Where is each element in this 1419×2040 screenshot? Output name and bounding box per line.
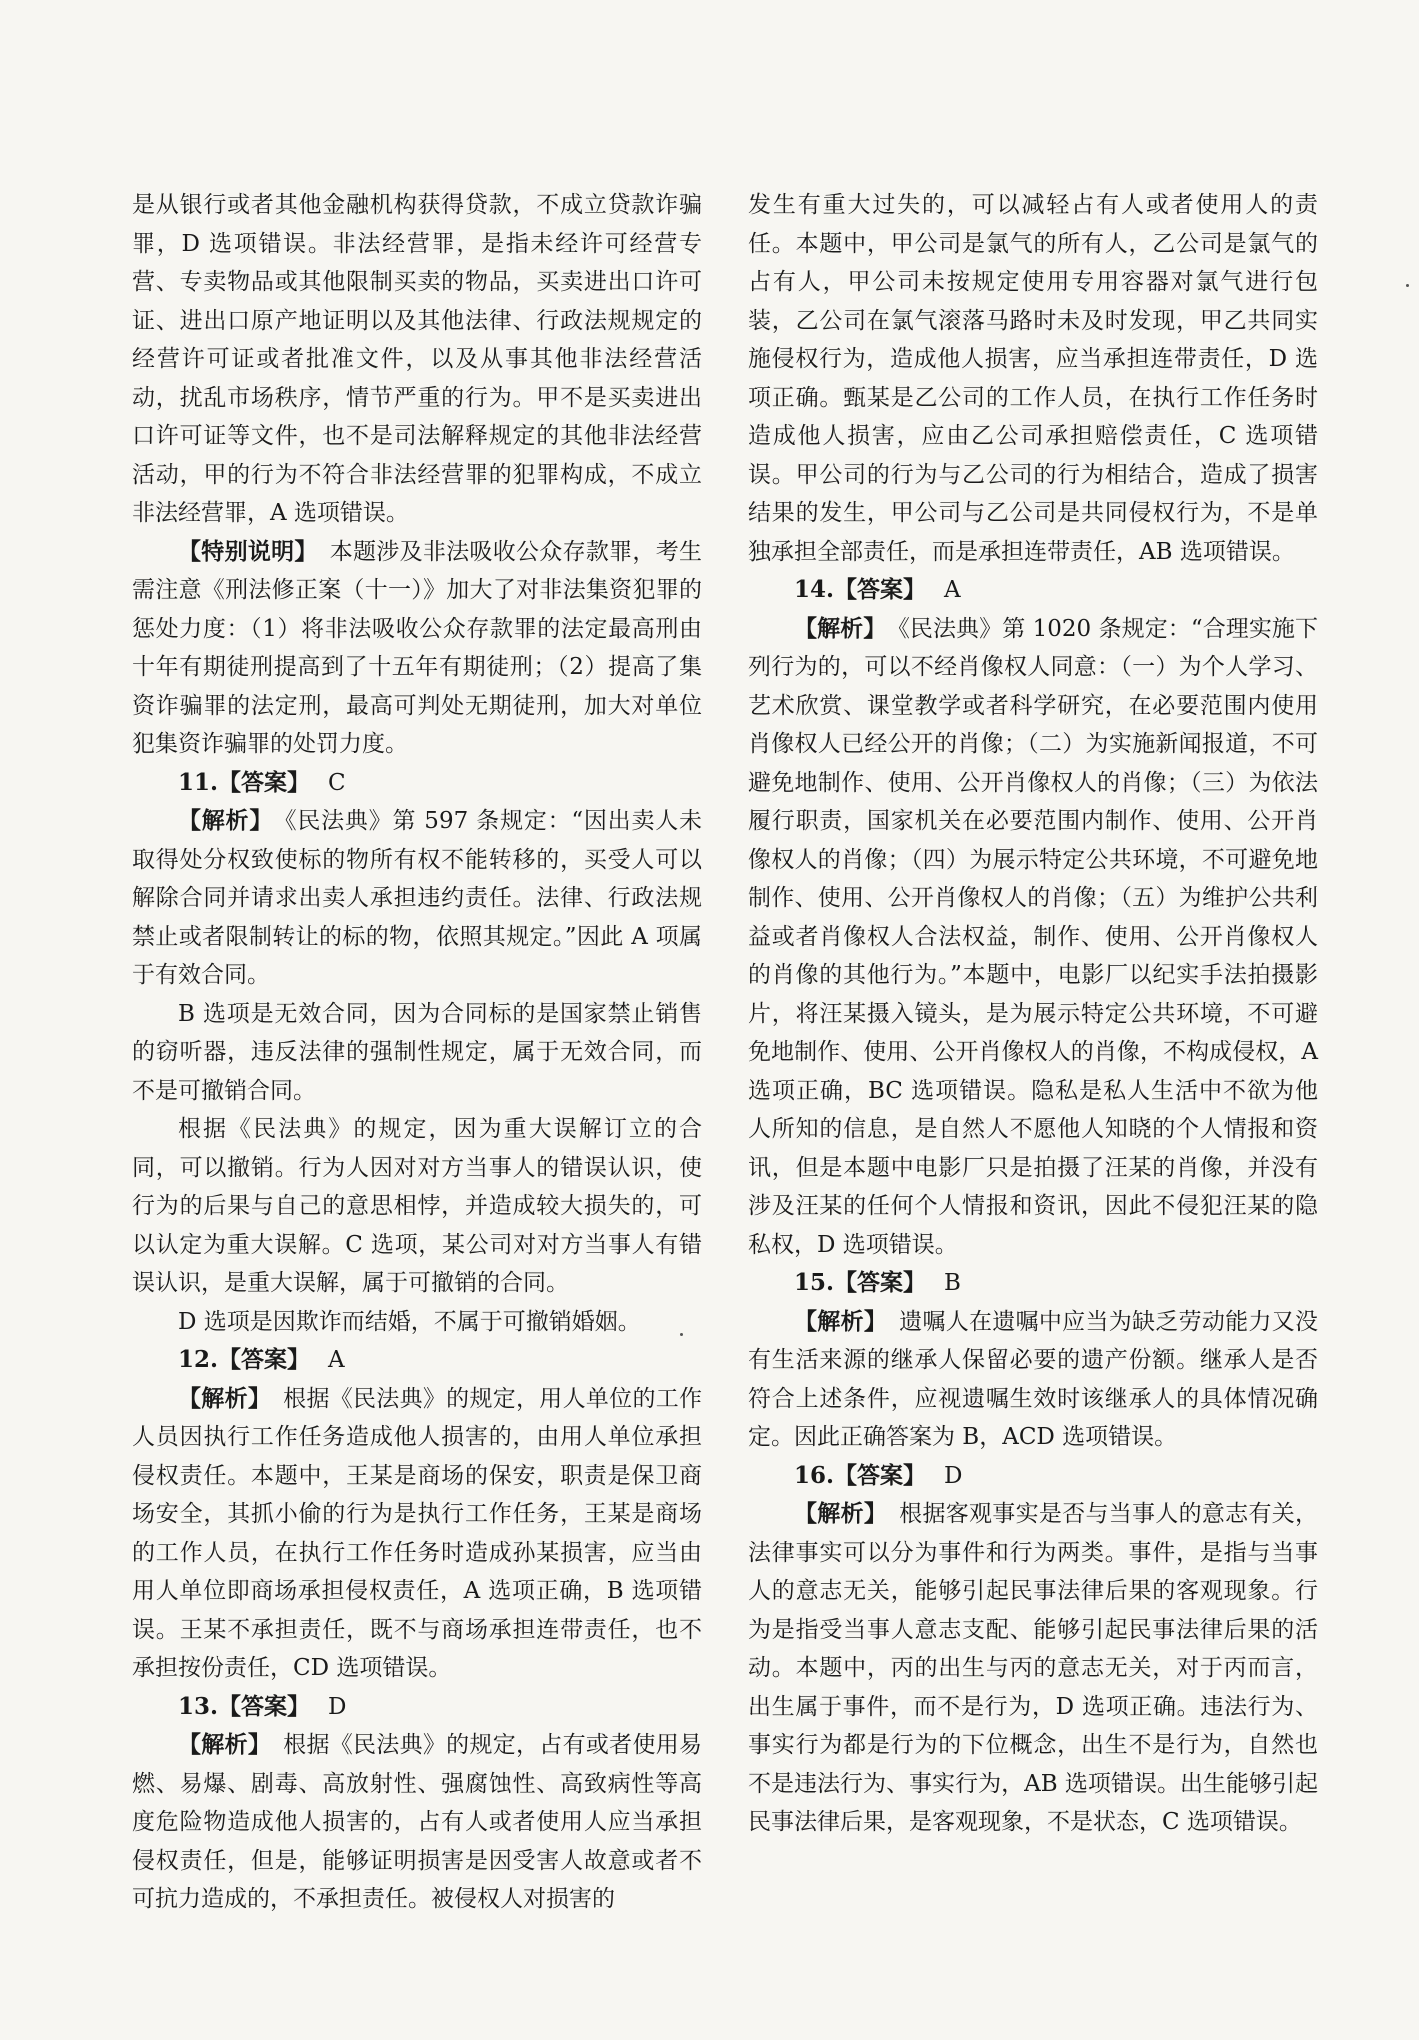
body-paragraph: 发生有重大过失的，可以减轻占有人或者使用人的责任。本题中，甲公司是氯气的所有人，乙公司是氯气的占有人，甲公司未按规定使用专用容器对氯气进行包装，乙公司在氯气滚落马路时未及时发现，甲乙共同实施侵权行为，造成他人损害，应当承担连带责任，D 选项正确。甄某是乙公司的工作人员，在执行工作任务时造成他人损害，应由乙公司承担赔偿责任，C 选项错误。甲公司的行为与乙公司的行为相结合，造成了损害结果的发生，甲公司与乙公司是共同侵权行为，不是单独承担全部责任，而是承担连带责任，AB 选项错误。	[748, 192, 1318, 565]
answer-letter: D	[944, 1462, 963, 1489]
section-tag: 【解析】	[794, 615, 887, 642]
section-tag: 【解析】	[794, 1501, 888, 1527]
section-tag: 【解析】	[178, 1732, 272, 1758]
explanation-text: 遗嘱人在遗嘱中应当为缺乏劳动能力又没有生活来源的继承人保留必要的遗产份额。继承人是否符合上述条件，应视遗嘱生效时该继承人的具体情况确定。因此正确答案为 B，ACD 选项错误。	[748, 1308, 1319, 1450]
answer-tag: 【答案】	[834, 1270, 927, 1296]
question-number: 15.	[794, 1269, 835, 1296]
explanation-text: 根据《民法典》的规定，用人单位的工作人员因执行工作任务造成他人损害的，由用人单位承担侵权责任。本题中，王某是商场的保安，职责是保卫商场安全，其抓小偷的行为是执行工作任务，王某是商场的工作人员，在执行工作任务时造成孙某损害，应当由用人单位即商场承担侵权责任，A 选项正确，B 选项错误。王某不承担责任，既不与商场承担连带责任，也不承担按份责任，CD 选项错误。	[132, 1385, 703, 1681]
question-number: 12.	[178, 1346, 219, 1373]
section-tag: 【解析】	[178, 808, 274, 834]
answer-tag: 【答案】	[218, 1347, 311, 1373]
answer-line	[132, 1688, 702, 1727]
explanation-paragraph	[748, 610, 1318, 1265]
answer-line	[748, 1264, 1318, 1303]
section-tag: 【解析】	[178, 1385, 272, 1412]
answer-letter: D	[328, 1693, 347, 1720]
explanation-paragraph	[132, 1380, 702, 1688]
answer-line	[132, 764, 702, 803]
explanation-paragraph	[748, 1303, 1318, 1457]
answer-line	[748, 1457, 1318, 1496]
section-tag: 【特别说明】	[178, 538, 318, 565]
question-number: 11.	[178, 768, 219, 796]
body-paragraph: 根据《民法典》的规定，因为重大误解订立的合同，可以撤销。行为人因对对方当事人的错误认识，使行为的后果与自己的意思相悖，并造成较大损失的，可以认定为重大误解。C 选项，某公司对对方当事人有错误认识，是重大误解，属于可撤销的合同。	[132, 1116, 702, 1296]
body-paragraph: D 选项是因欺诈而结婚，不属于可撤销婚姻。	[178, 1308, 641, 1335]
explanation-paragraph	[132, 533, 702, 764]
answer-letter: A	[944, 577, 961, 603]
explanation-paragraph	[132, 1726, 702, 1919]
answer-letter: A	[328, 1347, 345, 1373]
answer-letter: C	[328, 769, 346, 796]
body-paragraph: 是从银行或者其他金融机构获得贷款，不成立贷款诈骗罪，D 选项错误。非法经营罪，是指未经许可经营专营、专卖物品或其他限制买卖的物品，买卖进出口许可证、进出口原产地证明以及其他法律、行政法规规定的经营许可证或者批准文件，以及从事其他非法经营活动，扰乱市场秩序，情节严重的行为。甲不是买卖进出口许可证等文件，也不是司法解释规定的其他非法经营活动，甲的行为不符合非法经营罪的犯罪构成，不成立非法经营罪，A 选项错误。	[132, 192, 702, 526]
body-paragraph: B 选项是无效合同，因为合同标的是国家禁止销售的窃听器，违反法律的强制性规定，属于无效合同，而不是可撤销合同。	[132, 1000, 702, 1104]
explanation-text: 根据客观事实是否与当事人的意志有关，法律事实可以分为事件和行为两类。事件，是指与当事人的意志无关，能够引起民事法律后果的客观现象。行为是指受当事人意志支配、能够引起民事法律后果的活动。本题中，丙的出生与丙的意志无关，对于丙而言，出生属于事件，而不是行为，D 选项正确。违法行为、事实行为都是行为的下位概念，出生不是行为，自然也不是违法行为、事实行为，AB 选项错误。出生能够引起民事法律后果，是客观现象，不是状态，C 选项错误。	[748, 1501, 1319, 1835]
question-number: 16.	[794, 1461, 835, 1489]
answer-line	[748, 571, 1318, 610]
explanation-text: 《民法典》第 597 条规定：“因出卖人未取得处分权致使标的物所有权不能转移的，买受人可以解除合同并请求出卖人承担违约责任。法律、行政法规禁止或者限制转让的标的物，依照其规定。”因此 A 项属于有效合同。	[132, 808, 703, 988]
scan-speck	[680, 1333, 683, 1336]
explanation-paragraph	[748, 1495, 1318, 1842]
answer-letter: B	[944, 1270, 961, 1296]
left-column	[132, 186, 702, 1919]
question-number: 14.	[794, 576, 835, 603]
explanation-text: 根据《民法典》的规定，占有或者使用易燃、易爆、剧毒、高放射性、强腐蚀性、高致病性等高度危险物造成他人损害的，占有人或者使用人应当承担侵权责任，但是，能够证明损害是因受害人故意或者不可抗力造成的，不承担责任。被侵权人对损害的	[132, 1732, 703, 1912]
explanation-text: 本题涉及非法吸收公众存款罪，考生需注意《刑法修正案（十一）》加大了对非法集资犯罪的惩处力度：（1）将非法吸收公众存款罪的法定最高刑由十年有期徒刑提高到了十五年有期徒刑；（2）提高了集资诈骗罪的法定刑，最高可判处无期徒刑，加大对单位犯集资诈骗罪的处罚力度。	[132, 538, 703, 757]
answer-tag: 【答案】	[218, 1693, 311, 1720]
right-column	[748, 186, 1318, 1842]
answer-tag: 【答案】	[834, 1462, 927, 1489]
answer-tag: 【答案】	[218, 769, 311, 796]
scan-speck	[1406, 284, 1409, 287]
explanation-paragraph	[132, 802, 702, 995]
section-tag: 【解析】	[794, 1308, 888, 1335]
explanation-text: 《民法典》第 1020 条规定：“合理实施下列行为的，可以不经肖像权人同意：（一）为个人学习、艺术欣赏、课堂教学或者科学研究，在必要范围内使用肖像权人已经公开的肖像；（二）为实施新闻报道，不可避免地制作、使用、公开肖像权人的肖像；（三）为依法履行职责，国家机关在必要范围内制作、使用、公开肖像权人的肖像；（四）为展示特定公共环境，不可避免地制作、使用、公开肖像权人的肖像；（五）为维护公共利益或者肖像权人合法权益，制作、使用、公开肖像权人的肖像的其他行为。”本题中，电影厂以纪实手法拍摄影片，将汪某摄入镜头，是为展示特定公共环境，不可避免地制作、使用、公开肖像权人的肖像，不构成侵权，A 选项正确，BC 选项错误。隐私是私人生活中不欲为他人所知的信息，是自然人不愿他人知晓的个人情报和资讯，但是本题中电影厂只是拍摄了汪某的肖像，并没有涉及汪某的任何个人情报和资讯，因此不侵犯汪某的隐私权，D 选项错误。	[748, 615, 1319, 1258]
answer-line	[132, 1341, 702, 1380]
answer-tag: 【答案】	[834, 577, 927, 603]
question-number: 13.	[178, 1692, 219, 1720]
